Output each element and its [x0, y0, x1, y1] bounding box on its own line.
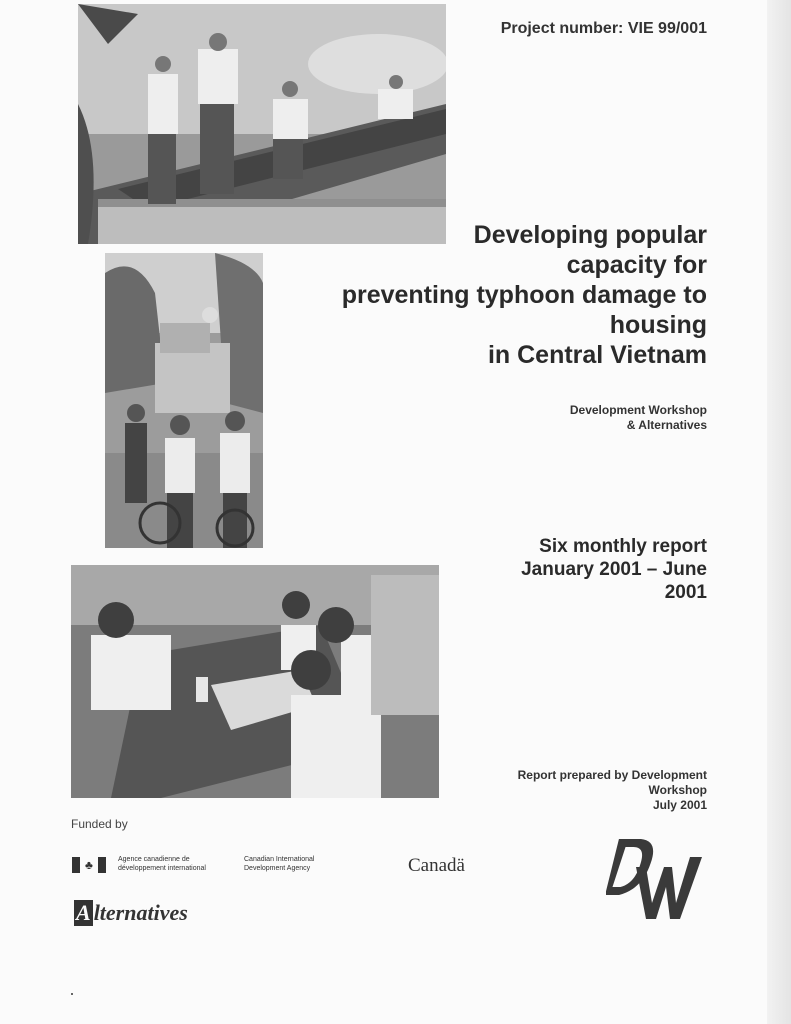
- alternatives-a: A: [76, 900, 91, 925]
- title-line: preventing typhoon damage to: [341, 281, 707, 309]
- period-line: January 2001 – June: [521, 559, 707, 580]
- village-street-photo: [105, 253, 263, 548]
- cida-english-name: [244, 855, 314, 873]
- cida-en-line: Canadian International: [244, 856, 315, 863]
- alternatives-rest: lternatives: [93, 900, 188, 925]
- community-meeting-photo: [71, 565, 439, 798]
- period-line: Six monthly report: [539, 536, 707, 557]
- organization: [447, 403, 707, 433]
- prepared-line: Workshop: [648, 783, 707, 797]
- cida-en-line: Development Agency: [244, 865, 311, 872]
- page-edge: [767, 0, 791, 1024]
- cida-logo: [72, 855, 362, 879]
- canada-wordmark: Canadä: [408, 855, 465, 876]
- roof-repair-photo: [78, 4, 446, 244]
- prepared-line: July 2001: [652, 798, 707, 812]
- org-line: & Alternatives: [626, 418, 707, 432]
- project-number: Project number: VIE 99/001: [500, 20, 707, 37]
- prepared-line: Report prepared by Development: [517, 768, 707, 782]
- title-line: Developing popular: [473, 221, 707, 249]
- cida-fr-line: développement international: [118, 865, 206, 872]
- title-line: capacity for: [566, 251, 707, 279]
- cida-french-name: [118, 855, 206, 873]
- period-line: 2001: [664, 582, 707, 603]
- report-period: [447, 535, 707, 604]
- dw-logo: [606, 833, 706, 921]
- canada-flag-icon: ♣: [72, 857, 106, 873]
- speck: [71, 993, 73, 995]
- report-title: [287, 220, 707, 370]
- title-line: housing: [609, 311, 707, 339]
- prepared-by: [447, 768, 707, 813]
- alternatives-logo: [74, 900, 188, 926]
- cida-fr-line: Agence canadienne de: [118, 856, 190, 863]
- funded-by-label: Funded by: [71, 817, 128, 831]
- title-line: in Central Vietnam: [487, 341, 707, 369]
- org-line: Development Workshop: [569, 403, 707, 417]
